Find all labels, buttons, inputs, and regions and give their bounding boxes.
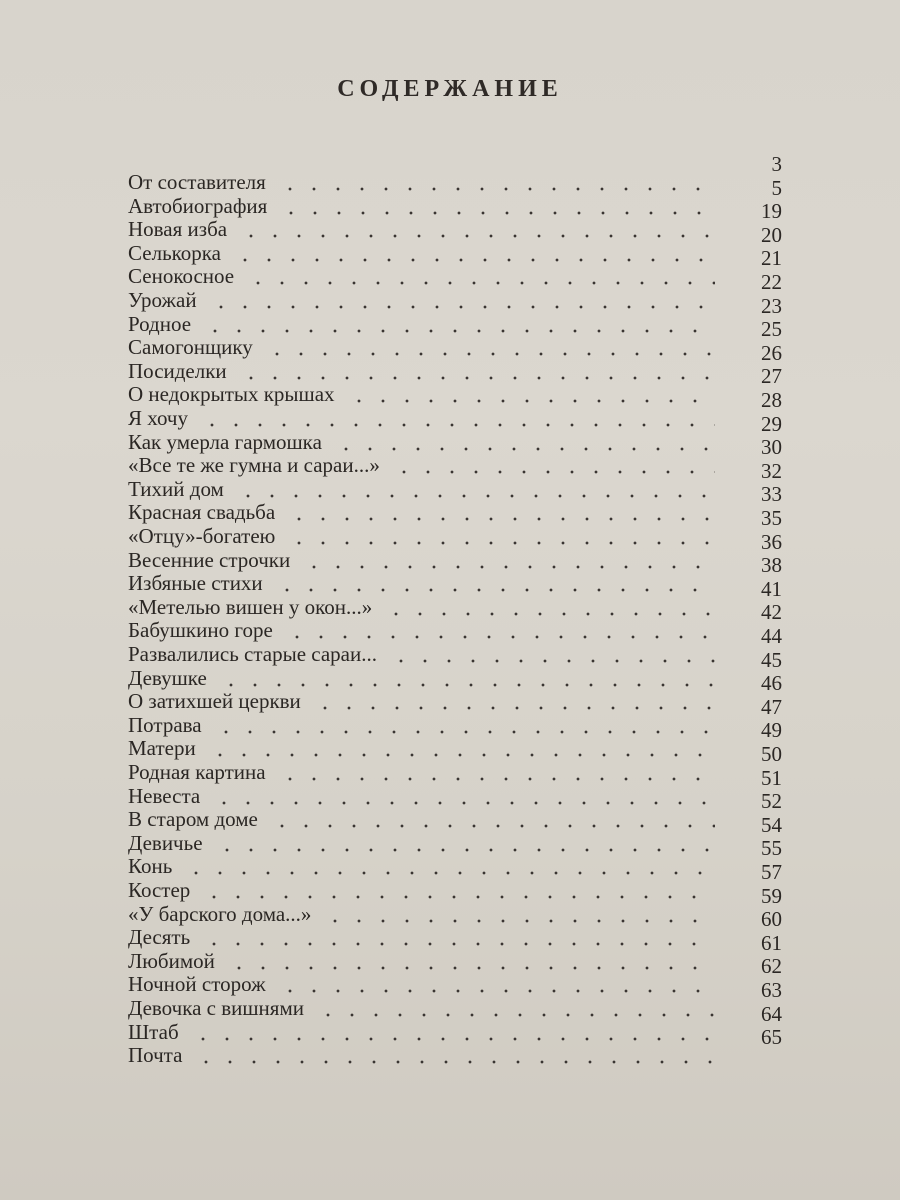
dot-leader	[389, 659, 715, 663]
toc-entry-title: Любимой	[128, 948, 215, 973]
toc-entry-page: 64	[761, 1001, 782, 1026]
dot-leader	[236, 494, 715, 498]
toc-entry-page: 23	[761, 293, 782, 318]
toc-entry-page: 41	[761, 576, 782, 601]
dot-leader	[215, 848, 715, 852]
toc-entry-title: Невеста	[128, 783, 201, 808]
dot-leader	[323, 919, 715, 923]
toc-entry-page: 19	[761, 199, 782, 224]
toc-entry-page: 32	[761, 458, 782, 483]
toc-entry-page: 46	[761, 671, 782, 696]
toc-entry-title: Тихий дом	[128, 476, 224, 501]
toc-entry-page: 61	[761, 930, 782, 955]
toc-entry-title: Весенние строчки	[128, 547, 291, 572]
toc-entry-title: Новая изба	[128, 217, 228, 242]
toc-entry-title: Родное	[128, 311, 192, 336]
toc-entry-page: 33	[761, 482, 782, 507]
toc-entry-title: «Отцу»-богатею	[128, 524, 276, 548]
dot-leader	[184, 871, 715, 875]
toc-entry-page: 42	[761, 600, 782, 625]
dot-leader	[200, 423, 715, 427]
toc-entry-title: Родная картина	[128, 760, 266, 784]
toc-entry-title: В старом доме	[128, 807, 258, 832]
dot-leader	[191, 1037, 715, 1041]
toc-entry-title: Девушке	[128, 665, 207, 690]
toc-entry-page: 65	[761, 1025, 782, 1050]
toc-entry-page: 26	[761, 340, 782, 365]
toc-entry-title: Костер	[128, 878, 191, 902]
toc-entry-title: Десять	[128, 925, 191, 950]
toc-entry-page: 55	[761, 836, 782, 861]
dot-leader	[202, 942, 715, 946]
toc-entry-title: Избяные стихи	[128, 571, 263, 596]
dot-leader	[270, 824, 715, 828]
dot-leader	[392, 470, 715, 474]
toc-entry-page: 57	[761, 860, 782, 884]
toc-entry-title: «У барского дома...»	[128, 901, 312, 926]
dot-leader	[239, 376, 715, 380]
dot-leader	[278, 989, 715, 993]
toc-entry-title: Автобиография	[128, 193, 268, 218]
toc-entry-title: Ночной сторож	[128, 972, 266, 997]
dot-leader	[219, 683, 715, 687]
toc-entry-page: 54	[761, 812, 782, 837]
dot-leader	[227, 966, 715, 970]
toc-entry-page: 44	[761, 624, 782, 648]
dot-leader	[316, 1013, 715, 1017]
dot-leader	[279, 211, 715, 215]
dot-leader	[265, 352, 715, 356]
toc-entry-page: 22	[761, 270, 782, 294]
dot-leader	[313, 706, 715, 710]
dot-leader	[285, 635, 715, 639]
toc-entry-page: 59	[761, 883, 782, 908]
dot-leader	[302, 565, 715, 569]
dot-leader	[347, 399, 715, 403]
dot-leader	[202, 895, 715, 899]
dot-leader	[246, 281, 715, 285]
toc-entry-title: Я хочу	[128, 406, 188, 430]
dot-leader	[278, 777, 715, 781]
dot-leader	[384, 612, 715, 616]
toc-entry-title: Развалились старые сараи...	[128, 642, 377, 666]
dot-leader	[239, 234, 715, 238]
toc-entry-title: Самогонщику	[128, 335, 253, 360]
toc-entry-title: Сенокосное	[128, 264, 235, 289]
toc-entry-title: Конь	[128, 854, 173, 879]
dot-leader	[209, 305, 715, 309]
toc-entry-page: 30	[761, 435, 782, 460]
dot-leader	[214, 730, 715, 734]
toc-entry-page: 52	[761, 789, 782, 814]
toc-entry-page: 60	[761, 907, 782, 932]
toc-entry-page: 49	[761, 718, 782, 743]
toc-entry-title: Почта	[128, 1043, 183, 1068]
toc-entry-page: 3	[771, 152, 782, 176]
toc-entry-title: Штаб	[128, 1019, 179, 1044]
toc-entry-title: Как умерла гармошка	[128, 429, 322, 454]
toc-entry-page: 62	[761, 954, 782, 979]
dot-leader	[287, 517, 715, 521]
toc-entry-page: 45	[761, 647, 782, 672]
toc-entry-page: 36	[761, 529, 782, 554]
toc-entry-title: Бабушкино горе	[128, 618, 273, 643]
toc-entry-title: «Метелью вишен у окон...»	[128, 594, 373, 619]
toc-entry-page: 28	[761, 388, 782, 412]
toc-entry-title: О затихшей церкви	[128, 689, 301, 714]
toc-entry-title: Матери	[128, 736, 196, 761]
toc-entry-page: 50	[761, 742, 782, 766]
toc-entry-page: 29	[761, 411, 782, 436]
toc-entry-title: Девочка с вишнями	[128, 996, 304, 1020]
toc-entry-page: 38	[761, 553, 782, 578]
toc-entry-title: О недокрытых крышах	[128, 382, 335, 407]
toc-entry-page: 51	[761, 765, 782, 790]
toc-entry-title: Красная свадьба	[128, 500, 276, 525]
dot-leader	[233, 258, 715, 262]
toc-entry-title: «Все те же гумна и сараи...»	[128, 453, 380, 478]
dot-leader	[194, 1060, 715, 1064]
dot-leader	[334, 447, 715, 451]
toc-entry-title: Урожай	[128, 288, 197, 312]
toc-entry-page: 47	[761, 694, 782, 719]
toc-entry-title: От составителя	[128, 170, 266, 194]
page-title: СОДЕРЖАНИЕ	[337, 76, 563, 102]
dot-leader	[278, 187, 715, 191]
toc-entry-title: Потрава	[128, 712, 202, 737]
toc-entry-page: 27	[761, 364, 782, 389]
dot-leader	[287, 541, 715, 545]
dot-leader	[212, 801, 715, 805]
toc-entry-title: Посиделки	[128, 358, 227, 383]
toc-entry-page: 20	[761, 222, 782, 247]
dot-leader	[275, 588, 715, 592]
dot-leader	[208, 753, 715, 757]
toc-entry-page: 25	[761, 317, 782, 342]
toc-entry-page: 35	[761, 506, 782, 530]
toc-entry-page: 63	[761, 978, 782, 1002]
toc-entry-title: Селькорка	[128, 240, 221, 265]
toc-entry-page: 21	[761, 246, 782, 271]
dot-leader	[203, 329, 715, 333]
toc-entry-title: Девичье	[128, 830, 203, 855]
toc-entry-page: 5	[771, 175, 782, 200]
